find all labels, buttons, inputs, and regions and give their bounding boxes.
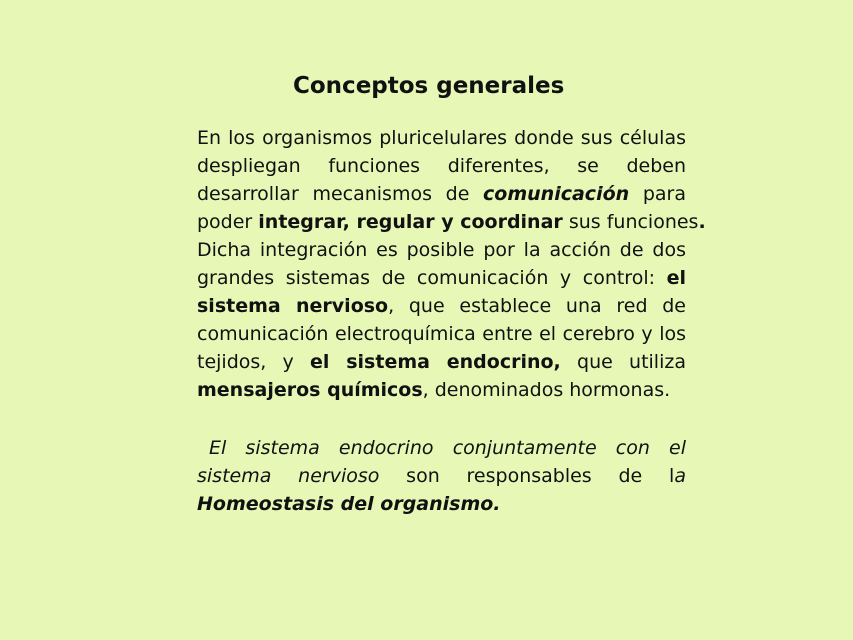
text-run: Dicha integración es posible por la acción de dos <box>197 239 686 261</box>
text-run: comunicación electroquímica entre el cerebro y los <box>197 323 686 345</box>
text-line <box>197 320 686 348</box>
text-run: El sistema endocrino conjuntamente con el <box>209 437 686 459</box>
text-line <box>197 180 686 208</box>
text-run: desarrollar mecanismos de <box>197 183 470 205</box>
emphasis-integrar: integrar, regular y coordinar <box>258 211 563 233</box>
text-line <box>197 208 706 236</box>
text-line <box>197 348 686 376</box>
text-run: despliegan funciones diferentes, se deben <box>197 155 686 177</box>
text-run: para <box>642 183 686 205</box>
text-run: poder <box>197 211 253 233</box>
text-run: , que establece una red de <box>388 295 686 317</box>
emphasis-mensajeros: mensajeros químicos <box>197 379 423 401</box>
text-line <box>197 490 686 518</box>
text-line <box>197 124 686 152</box>
text-run: grandes sistemas de comunicación y control: <box>197 267 656 289</box>
text-run: tejidos, y <box>197 351 294 373</box>
text-line <box>209 434 686 462</box>
text-run: , denominados hormonas. <box>422 379 671 401</box>
text-line <box>197 292 686 320</box>
text-line <box>197 376 686 404</box>
emphasis-el: el <box>666 267 686 289</box>
text-run: que utiliza <box>577 351 686 373</box>
emphasis-comunicacion: comunicación <box>483 183 630 205</box>
text-run: son responsables de l <box>406 465 675 487</box>
emphasis-sistema-endocrino: el sistema endocrino, <box>310 351 561 373</box>
slide-title: Conceptos generales <box>293 73 565 99</box>
text-run: sus funciones <box>568 211 699 233</box>
bold-period: . <box>698 211 706 233</box>
emphasis-sistema-nervioso-italic: sistema nervioso <box>197 465 380 487</box>
text-line <box>197 264 686 292</box>
emphasis-homeostasis: Homeostasis del organismo. <box>197 493 501 515</box>
text-line <box>197 236 686 264</box>
text-line <box>197 152 686 180</box>
emphasis-sistema-nervioso: sistema nervioso <box>197 295 389 317</box>
text-run-italic: a <box>674 465 686 487</box>
text-line <box>197 462 686 490</box>
text-run: En los organismos pluricelulares donde sus células <box>197 127 686 149</box>
